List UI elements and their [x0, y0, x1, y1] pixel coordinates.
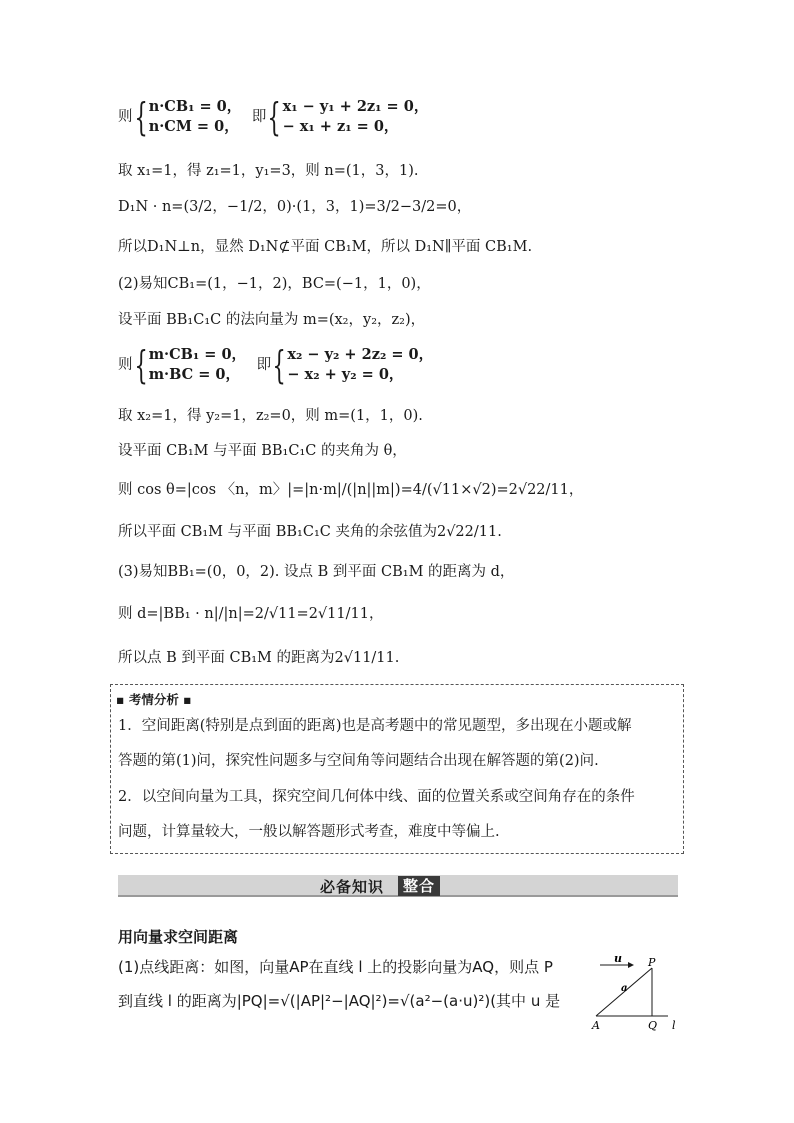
analysis-paragraph-1a: 1．空间距离(特别是点到面的距离)也是高考题中的常见题型，多出现在小题或解: [118, 718, 632, 734]
line-cos-theta: 则 cos θ=|cos 〈n，m〉|=|n·m|/(|n||m|)=4/(√11×√2)=2√22/11，: [118, 482, 584, 498]
line-distance-d: 则 d=|BB₁ · n|/|n|=2/√11=2√11/11，: [118, 606, 384, 622]
analysis-paragraph-2a: 2．以空间向量为工具，探究空间几何体中线、面的位置关系或空间角存在的条件: [118, 789, 635, 805]
left-brace: {: [267, 95, 282, 139]
text-ji: 即: [256, 357, 272, 373]
vector-equations: [149, 97, 242, 137]
eq-n-cm: n·CM = 0，: [148, 118, 239, 135]
eq-m-cb1: m·CB₁ = 0，: [148, 346, 247, 363]
text-ze: 则: [118, 357, 133, 373]
analysis-paragraph-2b: 问题，计算量较大，一般以解答题形式考查，难度中等偏上.: [118, 824, 500, 840]
line-parallel-conclusion: 所以D₁N⊥n，显然 D₁N⊄平面 CB₁M，所以 D₁N∥平面 CB₁M.: [118, 239, 533, 255]
eq-sys-2: − x₂ + y₂ = 0，: [287, 366, 404, 383]
analysis-title: ▪ 考情分析 ▪: [116, 692, 192, 707]
eq-sys-2: − x₁ + z₁ = 0，: [282, 118, 399, 135]
vector-equations: [149, 345, 246, 385]
eq-n-cb1: n·CB₁ = 0，: [148, 98, 242, 115]
eq-sys-1: x₁ − y₁ + 2z₁ = 0，: [282, 98, 429, 115]
scalar-equations: [283, 97, 429, 137]
line-solution-n: 取 x₁=1，得 z₁=1，y₁=3，则 n=(1，3，1).: [118, 163, 419, 179]
line-part2-vectors: (2)易知CB₁=(1，−1，2)，BC=(−1，1，0)，: [118, 276, 431, 292]
line-part3-bb1: (3)易知BB₁=(0，0，2). 设点 B 到平面 CB₁M 的距离为 d，: [118, 564, 515, 580]
section-label: 必备知识: [320, 878, 385, 896]
line-solution-m: 取 x₂=1，得 y₂=1，z₂=0，则 m=(1，1，0).: [118, 408, 423, 424]
eq-sys-1: x₂ − y₂ + 2z₂ = 0，: [287, 346, 434, 363]
text-ji: 即: [251, 109, 267, 125]
left-brace: {: [272, 343, 286, 387]
label-a-point: A: [592, 1019, 600, 1032]
equation-system-m: [118, 345, 433, 385]
analysis-paragraph-1b: 答题的第(1)问，探究性问题多与空间角等问题结合出现在解答题的第(2)问.: [118, 753, 599, 769]
line-normal-m: 设平面 BB₁C₁C 的法向量为 m=(x₂，y₂，z₂)，: [118, 312, 426, 328]
label-u: u: [614, 955, 622, 965]
label-a: a: [621, 983, 628, 994]
label-q: Q: [648, 1019, 658, 1032]
eq-m-bc: m·BC = 0，: [148, 366, 240, 383]
knowledge-paragraph-1b: 到直线 l 的距离为|PQ|=√(|AP|²−|AQ|²)=√(a²−(a·u)²)(其中 u 是: [118, 992, 561, 1010]
line-dot-product: D₁N · n=(3/2，−1/2，0)·(1，3，1)=3/2−3/2=0，: [118, 199, 472, 215]
label-l: l: [672, 1019, 676, 1032]
text-ze: 则: [118, 109, 133, 125]
line-angle-theta: 设平面 CB₁M 与平面 BB₁C₁C 的夹角为 θ，: [118, 443, 407, 459]
line-cos-conclusion: 所以平面 CB₁M 与平面 BB₁C₁C 夹角的余弦值为2√22/11.: [118, 524, 502, 540]
knowledge-title: 用向量求空间距离: [118, 928, 239, 946]
knowledge-paragraph-1a: (1)点线距离：如图，向量AP在直线 l 上的投影向量为AQ，则点 P: [118, 958, 553, 976]
point-line-distance-diagram: [588, 955, 688, 1035]
left-brace: {: [133, 343, 148, 387]
section-badge: 整合: [398, 876, 440, 896]
label-p: P: [648, 956, 656, 969]
u-arrowhead: [628, 962, 634, 968]
scalar-equations: [287, 345, 433, 385]
left-brace: {: [133, 95, 148, 139]
equation-system-n: [118, 97, 428, 137]
line-distance-conclusion: 所以点 B 到平面 CB₁M 的距离为2√11/11.: [118, 650, 400, 666]
